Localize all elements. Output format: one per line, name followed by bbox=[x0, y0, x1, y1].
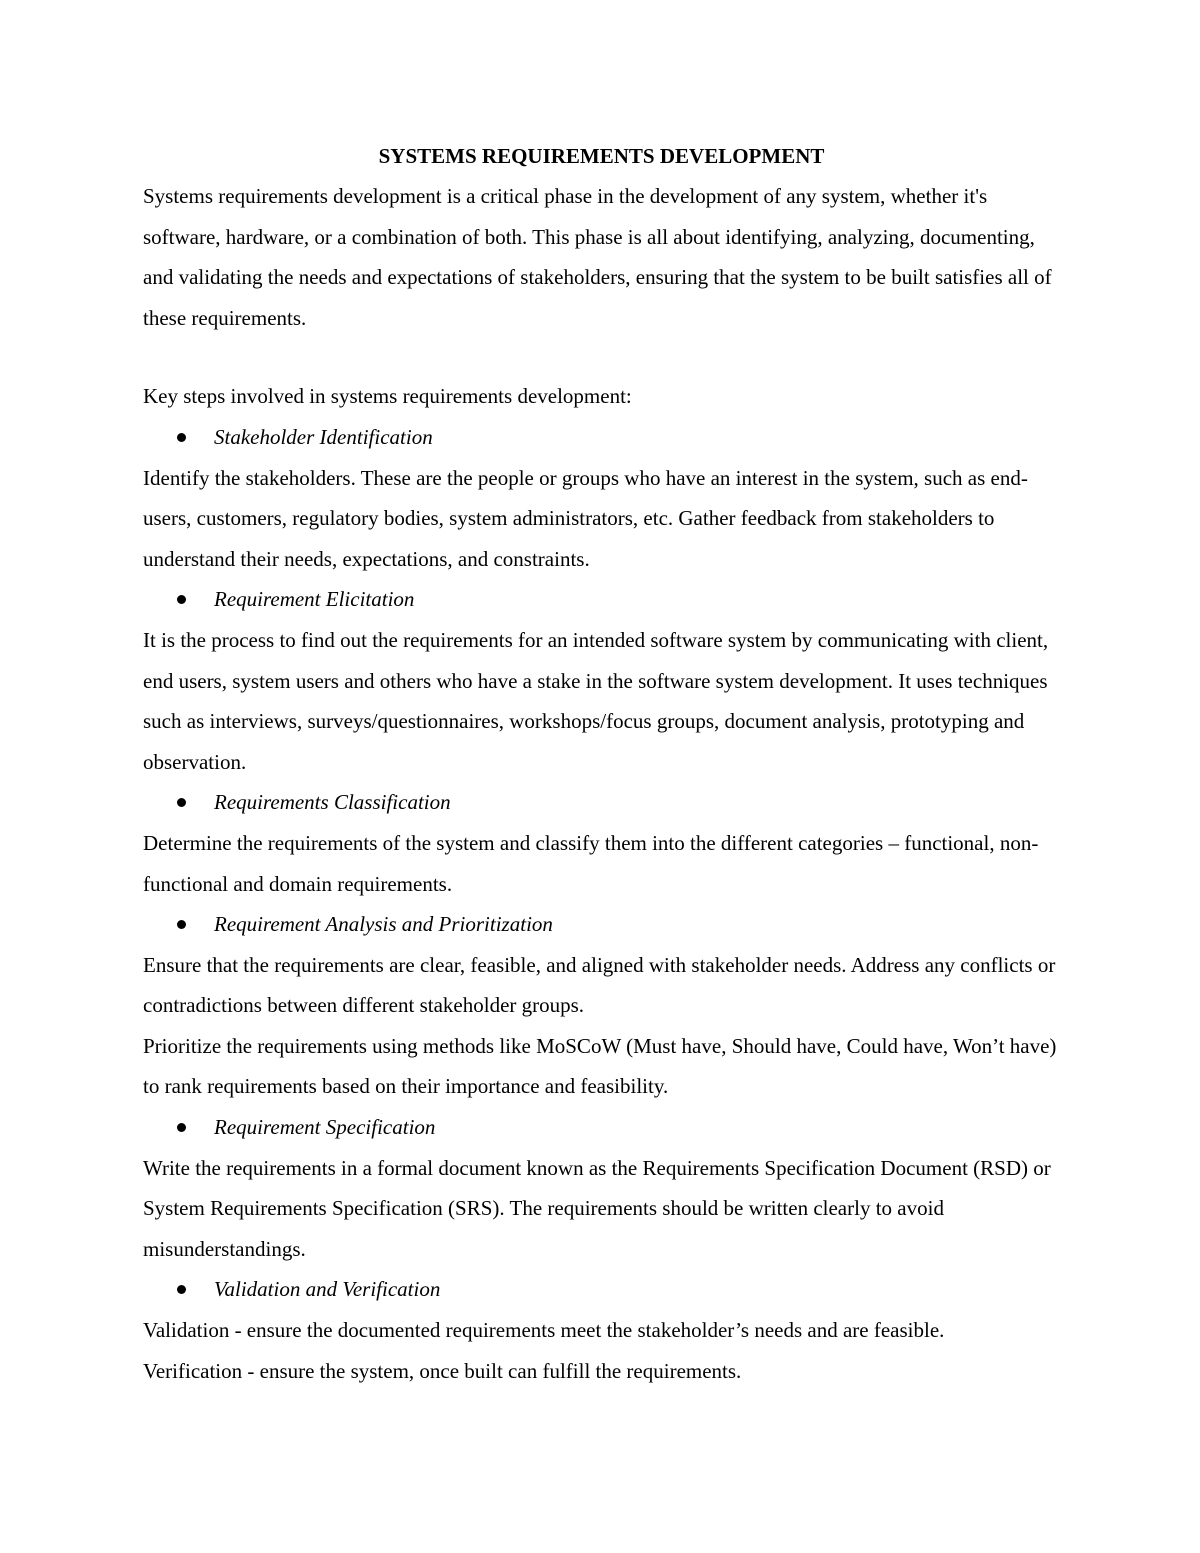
bullet-icon bbox=[177, 1123, 186, 1132]
bullet-icon bbox=[177, 595, 186, 604]
step-bullet-requirements-classification bbox=[143, 782, 1060, 823]
paragraph-gap bbox=[143, 338, 1060, 376]
bullet-icon bbox=[177, 798, 186, 807]
bullet-icon bbox=[177, 1285, 186, 1294]
step-bullet-validation-verification bbox=[143, 1269, 1060, 1310]
step-label: Stakeholder Identification bbox=[214, 424, 433, 449]
step-paragraph: Prioritize the requirements using methods like MoSCoW (Must have, Should have, Could have, Won’t have) to rank requirements based on their importance and feasibility. bbox=[143, 1033, 1057, 1099]
step-label: Validation and Verification bbox=[214, 1277, 441, 1302]
step-paragraph: Ensure that the requirements are clear, feasible, and aligned with stakeholder needs. Address any conflicts or contradictions between different stakeholder groups. bbox=[143, 952, 1056, 1018]
step-label: Requirement Specification bbox=[214, 1115, 436, 1140]
document-title: SYSTEMS REQUIREMENTS DEVELOPMENT bbox=[378, 144, 825, 168]
step-paragraph: Determine the requirements of the system and classify them into the different categories – functional, non-functional and domain requirements. bbox=[143, 830, 1039, 896]
step-paragraph: Verification - ensure the system, once built can fulfill the requirements. bbox=[143, 1358, 742, 1383]
bullet-icon bbox=[177, 920, 186, 929]
step-label: Requirements Classification bbox=[214, 790, 451, 815]
step-paragraph: Write the requirements in a formal document known as the Requirements Specification Document (RSD) or System Requirements Specification (SRS). The requirements should be written clearly to avoid misunderstandings. bbox=[143, 1155, 1051, 1261]
intro-paragraph: Systems requirements development is a critical phase in the development of any system, whether it's software, hardware, or a combination of both. This phase is all about identifying, analyzing, documenting, and validating the needs and expectations of stakeholders, ensuring that the system to be built satisfies all of these requirements. bbox=[143, 184, 1052, 330]
step-paragraph: Identify the stakeholders. These are the people or groups who have an interest in the system, such as end-users, customers, regulatory bodies, system administrators, etc. Gather feedback from stakeholders to understand their needs, expectations, and constraints. bbox=[143, 465, 1028, 571]
step-paragraph: It is the process to find out the requirements for an intended software system by communicating with client, end users, system users and others who have a stake in the software system development. It uses techniques such as interviews, surveys/questionnaires, workshops/focus groups, document analysis, prototyping and observation. bbox=[143, 627, 1049, 774]
step-bullet-stakeholder-identification bbox=[143, 417, 1060, 458]
step-bullet-requirement-analysis-prioritization bbox=[143, 904, 1060, 945]
step-paragraph: Validation - ensure the documented requirements meet the stakeholder’s needs and are feasible. bbox=[143, 1318, 945, 1343]
step-bullet-requirement-specification bbox=[143, 1107, 1060, 1148]
steps-heading: Key steps involved in systems requirements development: bbox=[143, 384, 632, 409]
step-bullet-requirement-elicitation bbox=[143, 579, 1060, 620]
step-label: Requirement Elicitation bbox=[214, 587, 415, 612]
bullet-icon bbox=[177, 433, 186, 442]
step-label: Requirement Analysis and Prioritization bbox=[214, 912, 553, 937]
